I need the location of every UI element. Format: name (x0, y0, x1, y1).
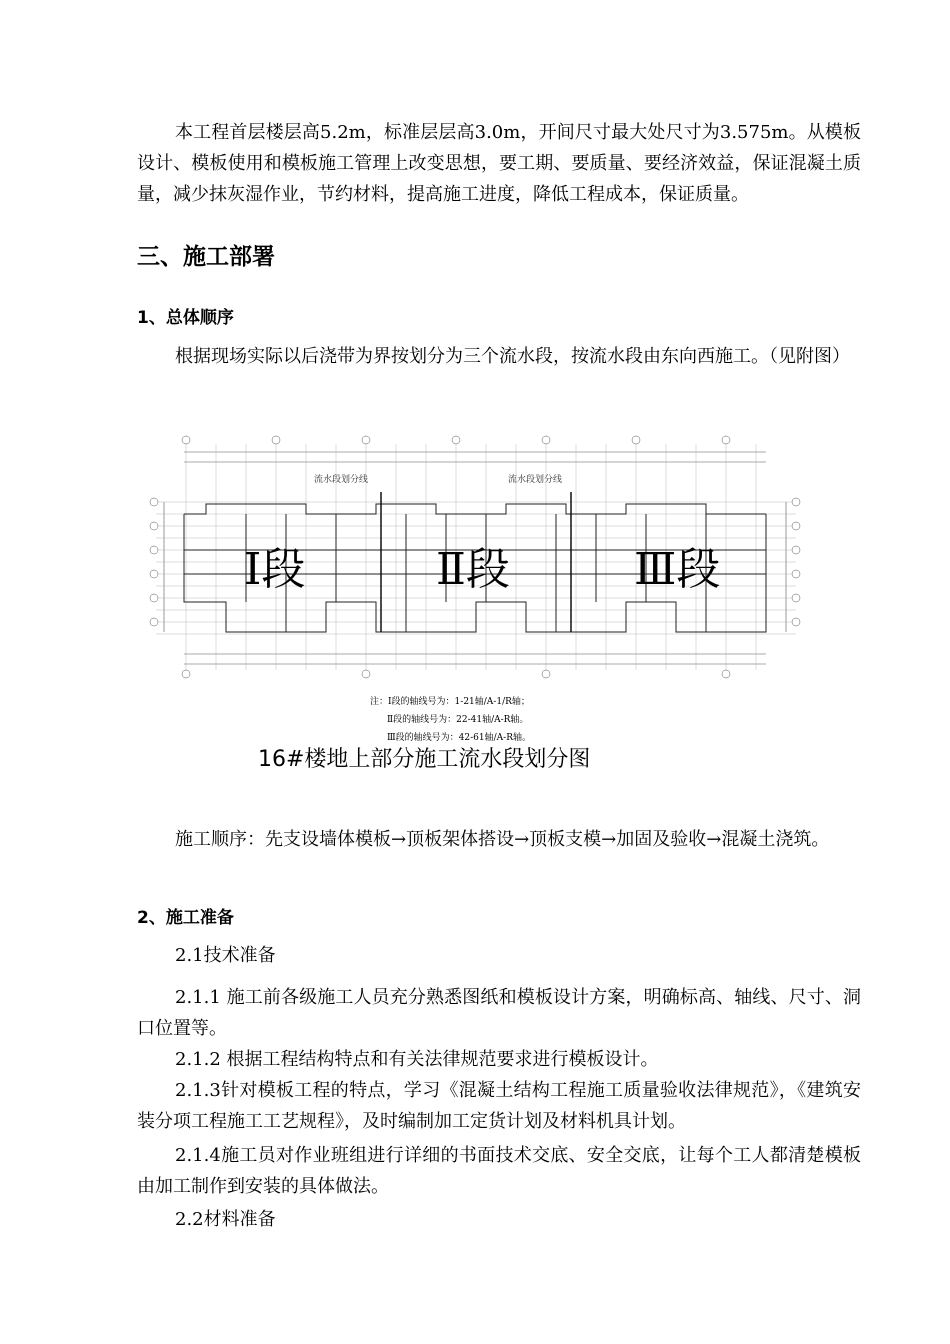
divider-label-1: 流水段划分线 (314, 475, 369, 485)
construction-sequence-paragraph: 施工顺序：先支设墙体模板→顶板架体搭设→顶板支模→加固及验收→混凝土浇筑。 (175, 829, 830, 850)
segment-3-label: Ⅲ段 (634, 544, 721, 595)
subsection-title-overall-sequence: 1、总体顺序 (137, 308, 234, 328)
item-2-1-1: 2.1.1 施工前各级施工人员充分熟悉图纸和模板设计方案，明确标高、轴线、尺寸、洞口位置等。 (137, 987, 861, 1039)
figure-note-1: 注：Ⅰ段的轴线号为：1-21轴/A-1/R轴； (370, 697, 530, 707)
divider-label-2: 流水段划分线 (508, 475, 563, 485)
technical-preparation-heading: 2.1技术准备 (175, 945, 276, 966)
item-2-1-2: 2.1.2 根据工程结构特点和有关法律规范要求进行模板设计。 (175, 1049, 659, 1070)
floor-plan-drawing (146, 432, 804, 680)
item-2-1-4: 2.1.4施工员对作业班组进行详细的书面技术交底、安全交底，让每个工人都清楚模板由加工制作到安装的具体做法。 (137, 1145, 861, 1197)
intro-paragraph: 本工程首层楼层高5.2m，标准层层高3.0m，开间尺寸最大处尺寸为3.575m。从模板设计、模板使用和模板施工管理上改变思想，要工期、要质量、要经济效益，保证混凝土质量，减少抹灰湿作业，节约材料，提高施工进度，降低工程成本，保证质量。 (137, 122, 861, 205)
figure-caption: 16#楼地上部分施工流水段划分图 (258, 747, 591, 772)
item-2-1-3: 2.1.3针对模板工程的特点，学习《混凝土结构工程施工质量验收法律规范》，《建筑安装分项工程施工工艺规程》，及时编制加工定货计划及材料机具计划。 (137, 1080, 861, 1132)
segment-2-label: Ⅱ段 (436, 544, 510, 595)
material-preparation-heading: 2.2材料准备 (175, 1209, 276, 1230)
overall-sequence-paragraph: 根据现场实际以后浇带为界按划分为三个流水段，按流水段由东向西施工。（见附图） (175, 346, 850, 367)
section-title: 三、施工部署 (137, 244, 275, 270)
floor-plan-figure (146, 432, 804, 680)
figure-note-2: Ⅱ段的轴线号为：22-41轴/A-R轴。 (387, 715, 529, 725)
figure-note-3: Ⅲ段的轴线号为：42-61轴/A-R轴。 (387, 733, 531, 743)
segment-1-label: Ⅰ段 (244, 544, 306, 595)
subsection-title-preparation: 2、施工准备 (137, 908, 234, 928)
figure-notes (370, 693, 531, 747)
